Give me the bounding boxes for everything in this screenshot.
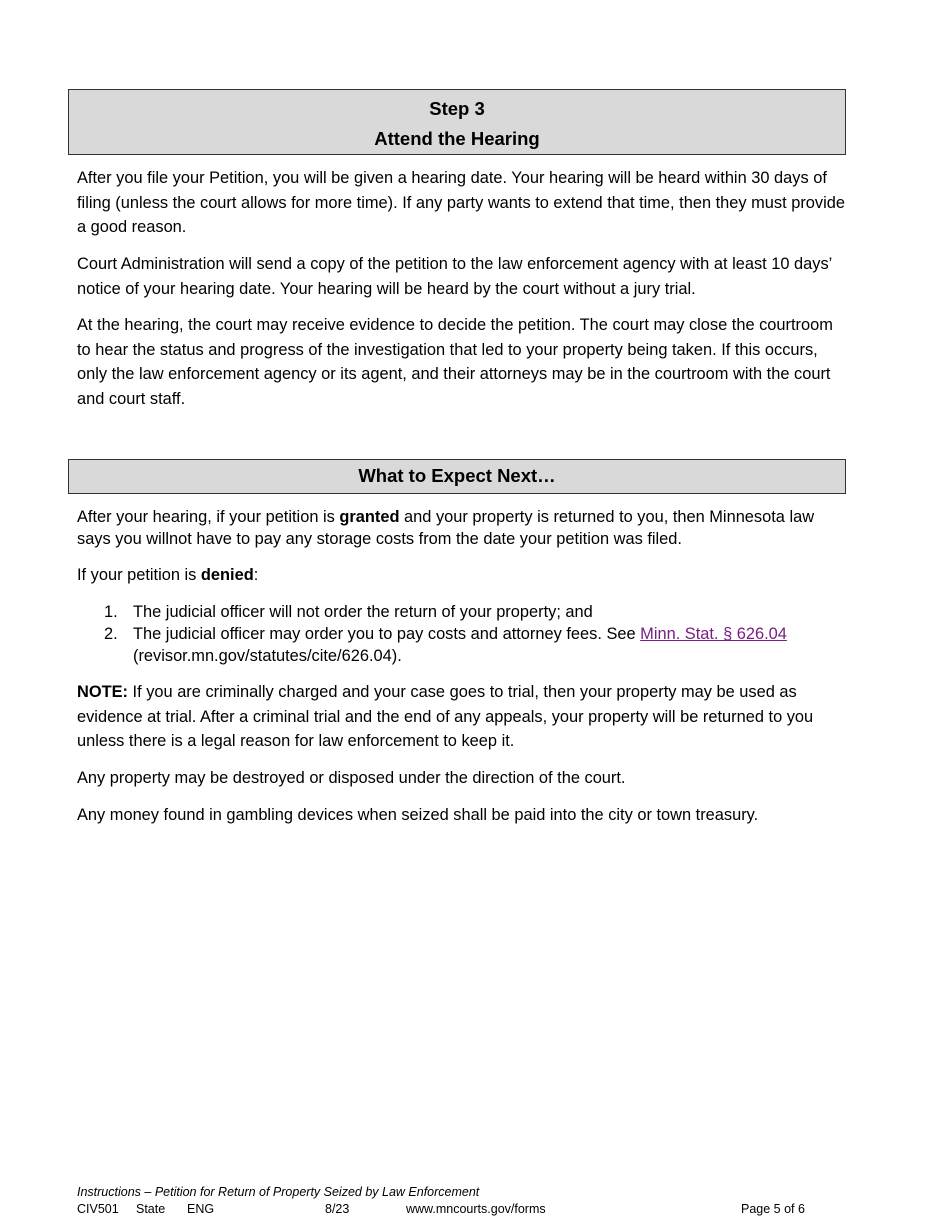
- step3-paragraph-3: At the hearing, the court may receive evidence to decide the petition. The court may close the courtroom to hear the status and progress of the investigation that led to your property being taken. If this occurs, only the law enforcement agency or its agent, and their attorneys may be in the courtroom with the court and court staff.: [77, 316, 833, 408]
- step3-paragraph-1: After you file your Petition, you will be given a hearing date. Your hearing will be heard within 30 days of filing (unless the court allows for more time). If any party wants to extend that time, then they must provide a good reason.: [77, 169, 845, 237]
- footer-page: Page 5 of 6: [741, 1202, 805, 1216]
- footer-row: [77, 1201, 817, 1218]
- denied-paragraph: If your petition is denied:: [77, 566, 259, 584]
- destroyed-paragraph: Any property may be destroyed or disposed under the direction of the court.: [77, 769, 626, 787]
- step3-title: Step 3: [429, 98, 485, 119]
- footer-title: Instructions – Petition for Return of Property Seized by Law Enforcement: [77, 1185, 480, 1199]
- statute-link[interactable]: Minn. Stat. § 626.04: [640, 625, 787, 643]
- next-title: What to Expect Next…: [358, 465, 556, 486]
- footer-scope: State: [136, 1202, 166, 1216]
- granted-emphasis: granted: [339, 508, 400, 526]
- money-paragraph: Any money found in gambling devices when seized shall be paid into the city or town treasury.: [77, 806, 759, 824]
- step3-subtitle: Attend the Hearing: [374, 128, 540, 149]
- footer-url: www.mncourts.gov/forms: [406, 1202, 546, 1216]
- denied-emphasis: denied: [200, 566, 254, 584]
- next-heading-box: [68, 459, 846, 494]
- granted-paragraph: After your hearing, if your petition is granted and your property is returned to you, then Minnesota law says you willnot have to pay any storage costs from the date your petition was filed.: [77, 508, 815, 548]
- footer-form-id: CIV501: [77, 1202, 119, 1216]
- step3-heading-box: [68, 89, 846, 155]
- footer-lang: ENG: [187, 1202, 215, 1216]
- note-label: NOTE:: [77, 683, 128, 701]
- step3-paragraph-2: Court Administration will send a copy of the petition to the law enforcement agency with at least 10 days’ notice of your hearing date. Your hearing will be heard by the court without a jury trial.: [77, 255, 832, 298]
- note-paragraph: NOTE: If you are criminally charged and your case goes to trial, then your property may be used as evidence at trial. After a criminal trial and the end of any appeals, your property will be returned to you unless there is a legal reason for law enforcement to keep it.: [77, 683, 814, 751]
- list-item: 2. The judicial officer may order you to pay costs and attorney fees. See Minn. Stat. § 626.04 (revisor.mn.gov/statutes/cite/626.04).: [104, 625, 787, 665]
- footer-date: 8/23: [325, 1202, 350, 1216]
- list-item: 1. The judicial officer will not order the return of your property; and: [104, 603, 593, 621]
- denied-list: [77, 601, 847, 667]
